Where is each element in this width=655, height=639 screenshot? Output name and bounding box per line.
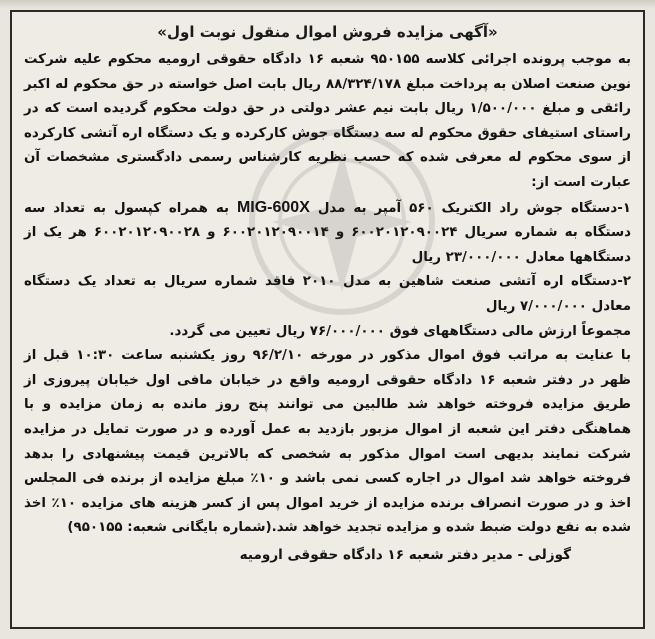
total-value: مجموعاً ارزش مالی دستگاههای فوق ۷۶/۰۰۰/۰۰۰ ریال تعیین می گردد.	[169, 323, 631, 339]
item-1-text-start: ۱-دستگاه جوش راد الکتریک ۵۶۰ آمپر به مدل	[317, 200, 631, 216]
signature-line: گوزلی - مدیر دفتر شعبه ۱۶ دادگاه حقوقی ارومیه	[239, 546, 571, 563]
item-2: ۲-دستگاه اره آتشی صنعت شاهین به مدل ۲۰۱۰ فاقد شماره سریال به تعداد یک دستگاه معادل ۷/۰۰۰/۰۰۰ ریال	[24, 274, 631, 314]
notice-body	[24, 48, 631, 541]
notice-title: «آگهی مزایده فروش اموال منقول نوبت اول»	[157, 23, 498, 41]
item-1-model: MIG-600X	[236, 198, 310, 216]
item-1-text-end: به همراه کپسول به تعداد سه دستگاه به شماره سریال ۶۰۰۲۰۱۲۰۹۰۰۲۴ و ۶۰۰۲۰۱۲۰۹۰۰۱۴ و ۶۰۰۲۰۱۲۰۹۰۰۲۸ هر یک از دستگاهها معادل ۲۳/۰۰۰/۰۰۰ ریال	[24, 200, 632, 265]
intro-paragraph: به موجب پرونده اجرائی کلاسه ۹۵۰۱۵۵ شعبه ۱۶ دادگاه حقوقی ارومیه محکوم علیه شرکت نوین صنعت اصلان به پرداخت مبلغ ۸۸/۳۲۴/۱۷۸ ریال بابت اصل خواسته در حق محکوم له اکبر رائقی و مبلغ ۱/۵۰۰/۰۰۰ ریال بابت نیم عشر دولتی در حق دولت محکوم گردیده است که در راستای استیفای حقوق محکوم له سه دستگاه جوش کارکرده و یک دستگاه اره آتشی کارکرده از سوی محکوم له معرفی شده که حسب نظریه کارشناس رسمی دادگستری مشخصات آن عبارت است از:	[24, 52, 631, 190]
item-1	[24, 196, 631, 271]
auction-details-paragraph: با عنایت به مراتب فوق اموال مذکور در مورخه ۹۶/۲/۱۰ روز یکشنبه ساعت ۱۰:۳۰ قبل از ظهر در دفتر شعبه ۱۶ دادگاه حقوقی ارومیه واقع در خیابان مافی اول خیابان پیروزی از طریق مزایده فروخته خواهد شد طالبین می توانند پنج روز مانده به زمان مزایده و با هماهنگی دفتر این شعبه از اموال مزبور بازدید به عمل آورده و در صورت تمایل در مزایده شرکت نمایند بدیهی است اموال مذکور به شخصی که بالاترین قیمت پیشنهادی را بدهد فروخته خواهد شد اموال در اجاره کسی نمی باشد و ۱۰٪ مبلغ مزایده از برنده فی المجلس اخذ و در صورت انصراف برنده مزایده از خرید اموال پس از کسر هزینه های مزایده ۱۰٪ اخذ شده به نفع دولت ضبط شده و مزایده تجدید خواهد شد.(شماره بایگانی شعبه: ۹۵۰۱۵۵)	[24, 348, 631, 536]
notice-box	[10, 10, 645, 629]
page-edge	[0, 0, 655, 9]
